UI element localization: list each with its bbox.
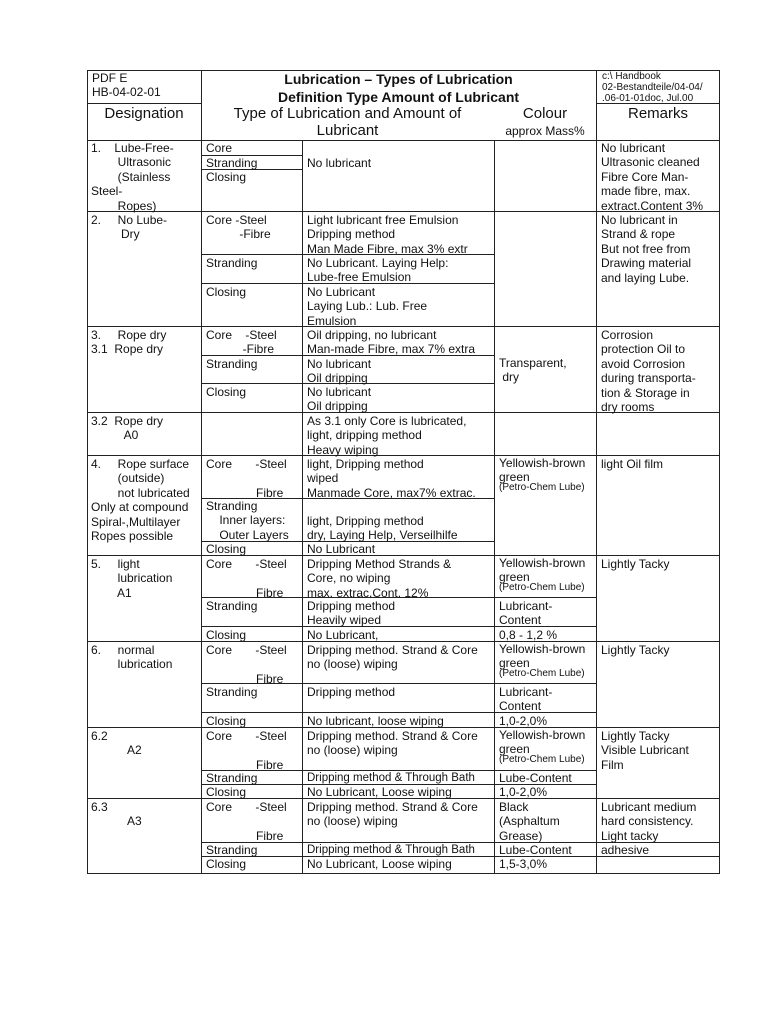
row-2-stranding: Stranding [206, 256, 258, 270]
row-3-core: Core -Steel -Fibre [206, 328, 277, 357]
row-3-closing: Closing [206, 385, 247, 399]
row-5-colour: Yellowish-brown green [499, 556, 586, 585]
row-4-type-stranding: light, Dripping method dry, Laying Help, Verseilhilfe [307, 514, 458, 543]
row-4-colour: Yellowish-brown green [499, 456, 586, 485]
row-6-2-type-closing: No Lubricant, Loose wiping [307, 785, 452, 799]
row-6-core: Core -Steel Fibre [206, 643, 287, 686]
row-6-2-lube-content: Lube-Content [499, 771, 572, 785]
row-6-2-colour-sub: (Petro-Chem Lube) [499, 754, 585, 765]
row-1-core: Core [206, 141, 233, 155]
row-6-designation: 6. normal lubrication [91, 643, 173, 672]
row-5-lubricant-content: Lubricant- Content [499, 599, 553, 628]
row-5-designation: 5. light lubrication A1 [91, 557, 173, 600]
row-6-3-lube-content: Lube-Content 1,5-3,0% [499, 843, 572, 872]
row-6-3-remarks-adhesive: adhesive [601, 843, 650, 857]
row-6-2-mass-percent: 1,0-2,0% [499, 785, 548, 799]
row-2-remarks: No lubricant in Strand & rope But not free from Drawing material and laying Lube. [601, 213, 692, 285]
header-type-line-1: Type of Lubrication and Amount of [233, 105, 462, 122]
row-6-3-designation: 6.3 A3 [91, 800, 142, 829]
row-6-type-stranding: Dripping method [307, 685, 396, 699]
row-6-2-core: Core -Steel Fibre [206, 729, 287, 772]
row-2-type-stranding: No Lubricant. Laying Help: Lube-free Emulsion [307, 256, 449, 285]
header-designation: Designation [104, 105, 184, 122]
row-6-stranding: Stranding [206, 685, 258, 699]
row-1-designation: 1. Lube-Free- Ultrasonic (Stainless Steel- Ropes) [91, 141, 174, 213]
row-3-2-designation: 3.2 Rope dry A0 [91, 414, 164, 443]
row-3-designation: 3. Rope dry 3.1 Rope dry [91, 328, 167, 357]
header-colour-sub: approx Mass% [505, 124, 585, 138]
row-3-colour: Transparent, dry [499, 356, 567, 385]
row-6-3-type-closing: No Lubricant, Loose wiping [307, 857, 452, 871]
row-6-type-closing: No lubricant, loose wiping [307, 714, 444, 728]
row-6-2-stranding: Stranding [206, 771, 258, 785]
row-3-remarks: Corrosion protection Oil to avoid Corrosion during transporta- tion & Storage in dry rooms [601, 328, 696, 415]
row-6-colour-sub: (Petro-Chem Lube) [499, 668, 585, 679]
row-6-closing: Closing [206, 714, 247, 728]
row-2-type-closing: No Lubricant Laying Lub.: Lub. Free Emulsion [307, 285, 428, 328]
row-6-2-colour: Yellowish-brown green [499, 728, 586, 757]
row-6-3-type-core: Dripping method. Strand & Core no (loose) wiping [307, 800, 478, 829]
row-5-mass-percent: 0,8 - 1,2 % [499, 628, 558, 642]
row-5-stranding: Stranding [206, 599, 258, 613]
file-path-line-3: .06-01-01doc, Jul.00 [602, 93, 694, 104]
row-4-type-core: light, Dripping method wiped Manmade Core, max7% extrac. [307, 457, 476, 500]
row-6-2-remarks: Lightly Tacky Visible Lubricant Film [601, 729, 689, 772]
row-6-type-core: Dripping method. Strand & Core no (loose) wiping [307, 643, 478, 672]
document-title: Lubrication – Types of Lubrication [284, 71, 513, 87]
row-6-2-closing: Closing [206, 785, 247, 799]
row-4-remarks: light Oil film [601, 457, 664, 471]
file-path-line-1: c:\ Handbook [602, 71, 661, 82]
row-5-colour-sub: (Petro-Chem Lube) [499, 582, 585, 593]
row-2-core: Core -Steel -Fibre [206, 213, 271, 242]
row-5-type-closing: No Lubricant, [307, 628, 379, 642]
row-5-remarks: Lightly Tacky [601, 557, 670, 571]
row-2-designation: 2. No Lube- Dry [91, 213, 168, 242]
row-6-colour: Yellowish-brown green [499, 642, 586, 671]
row-4-closing: Closing [206, 542, 247, 556]
row-6-mass-percent: 1,0-2,0% [499, 714, 548, 728]
row-5-type-stranding: Dripping method Heavily wiped [307, 599, 396, 628]
row-4-core: Core -Steel Fibre [206, 457, 287, 500]
row-6-remarks: Lightly Tacky [601, 643, 670, 657]
row-6-2-designation: 6.2 A2 [91, 729, 142, 758]
file-path-line-2: 02-Bestandteile/04-04/ [602, 82, 703, 93]
header-remarks: Remarks [627, 105, 688, 122]
row-3-2-type: As 3.1 only Core is lubricated, light, dripping method Heavy wiping [307, 414, 467, 457]
document-code: HB-04-02-01 [92, 85, 161, 99]
row-6-3-closing: Closing [206, 857, 247, 871]
row-3-stranding: Stranding [206, 357, 258, 371]
row-2-closing: Closing [206, 285, 247, 299]
row-6-3-remarks: Lubricant medium hard consistency. Light tacky [601, 800, 697, 843]
row-6-3-core: Core -Steel Fibre [206, 800, 287, 843]
header-type-line-2: Lubricant [316, 122, 379, 139]
row-5-core: Core -Steel Fibre [206, 557, 287, 600]
row-1-remarks: No lubricant Ultrasonic cleaned Fibre Core Man- made fibre, max. extract.Content 3% [601, 141, 704, 213]
document-subtitle: Definition Type Amount of Lubricant [277, 89, 520, 105]
row-3-type-core: Oil dripping, no lubricant Man-made Fibre, max 7% extra [307, 328, 476, 357]
row-6-2-type-core: Dripping method. Strand & Core no (loose) wiping [307, 729, 478, 758]
row-5-closing: Closing [206, 628, 247, 642]
row-4-colour-sub: (Petro-Chem Lube) [499, 482, 585, 493]
row-3-type-stranding: No lubricant Oil dripping [307, 357, 372, 386]
row-2-type-core: Light lubricant free Emulsion Dripping method Man Made Fibre, max 3% extr [307, 213, 468, 256]
header-colour: Colour [522, 105, 568, 122]
row-6-2-type-stranding: Dripping method & Through Bath [307, 772, 475, 784]
row-6-lubricant-content: Lubricant- Content [499, 685, 553, 714]
row-6-3-colour: Black (Asphaltum Grease) [499, 800, 560, 843]
row-3-type-closing: No lubricant Oil dripping [307, 385, 372, 414]
row-4-type-closing: No Lubricant [307, 542, 376, 556]
row-1-closing: Closing [206, 170, 247, 184]
row-1-type: No lubricant [307, 156, 372, 170]
row-6-3-type-stranding: Dripping method & Through Bath [307, 844, 475, 856]
pdf-label: PDF E [92, 71, 128, 85]
row-6-3-stranding: Stranding [206, 843, 258, 857]
row-4-designation: 4. Rope surface (outside) not lubricated Only at compound Spiral-,Multilayer Ropes possible [91, 457, 190, 544]
row-4-stranding: Stranding Inner layers: Outer Layers [206, 499, 289, 542]
row-5-type-core: Dripping Method Strands & Core, no wiping max. extrac.Cont. 12% [307, 557, 452, 600]
row-1-stranding: Stranding [206, 156, 258, 170]
